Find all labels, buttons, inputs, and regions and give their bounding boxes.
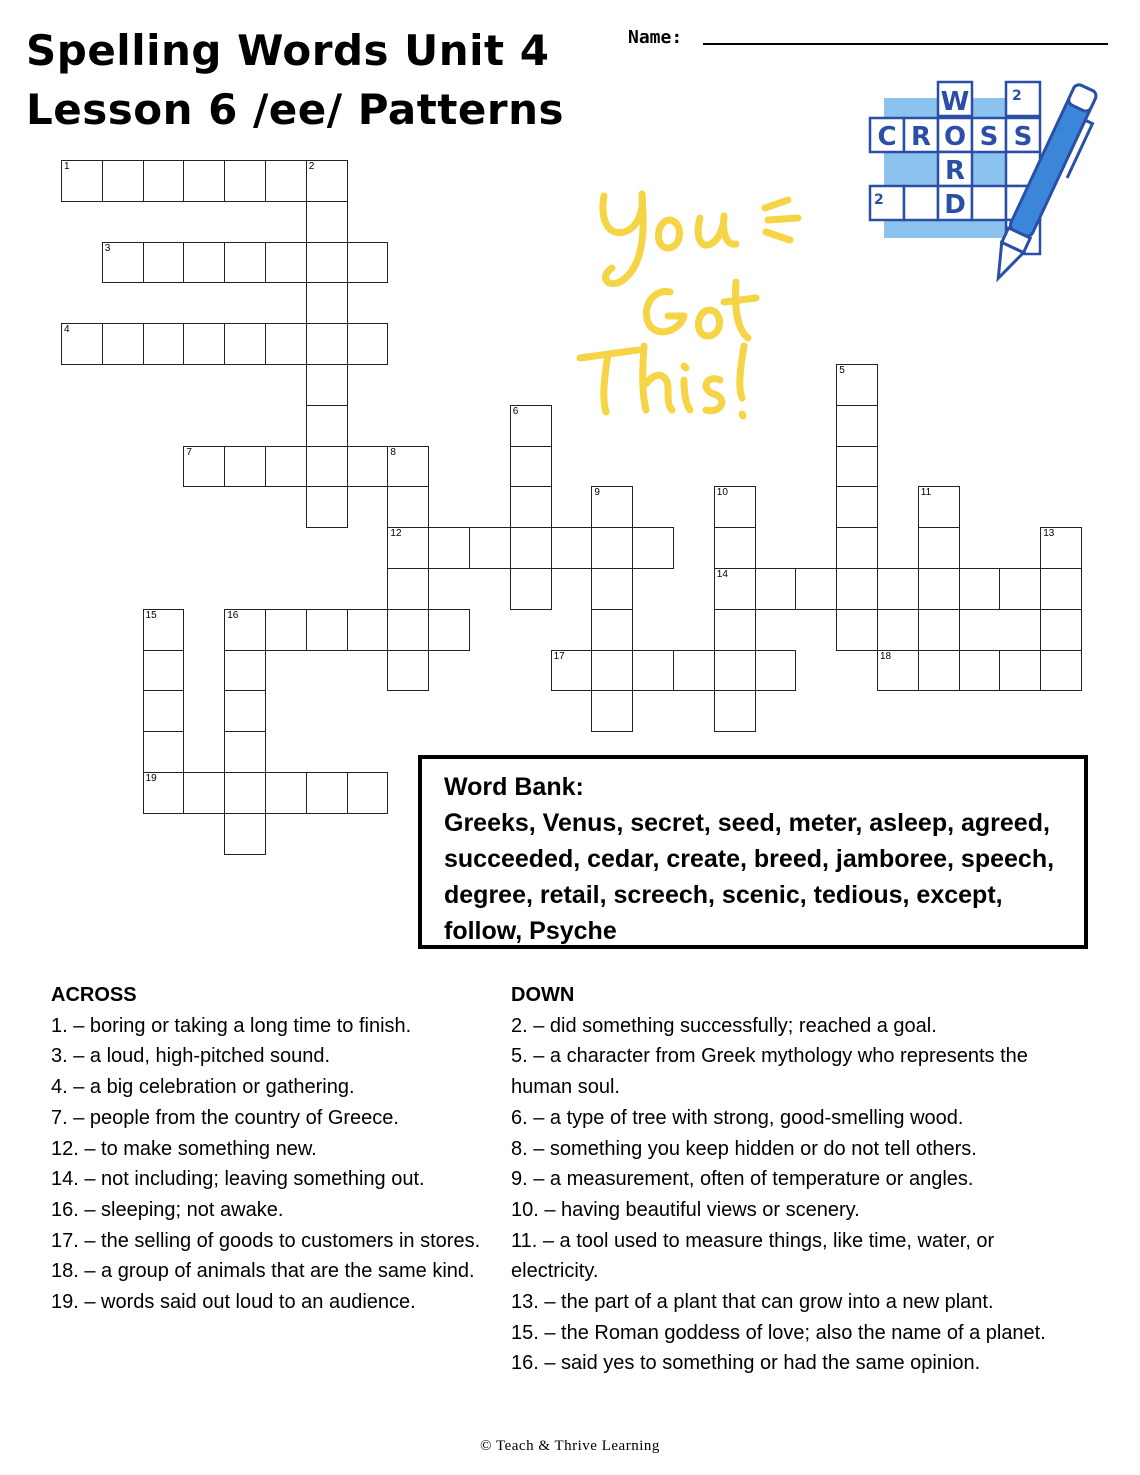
crossword-cell[interactable]	[183, 242, 225, 284]
crossword-cell[interactable]	[836, 486, 878, 528]
crossword-cell[interactable]	[224, 731, 266, 773]
crossword-cell[interactable]	[551, 527, 593, 569]
svg-text:O: O	[943, 122, 967, 152]
crossword-cell[interactable]	[918, 609, 960, 651]
word-bank-heading: Word Bank:	[444, 773, 584, 801]
crossword-cell[interactable]	[224, 323, 266, 365]
clue-across-18: 18. – a group of animals that are the same kind.	[51, 1260, 475, 1283]
clue-down-9: 9. – a measurement, often of temperature or angles.	[511, 1168, 974, 1191]
crossword-cell[interactable]	[143, 650, 185, 692]
clue-number: 12	[390, 528, 402, 540]
down-clues	[511, 980, 1071, 1379]
clue-down-13: 13. – the part of a plant that can grow into a new plant.	[511, 1291, 994, 1314]
crossword-cell[interactable]	[387, 609, 429, 651]
crossword-cell[interactable]	[1040, 568, 1082, 610]
crossword-cell[interactable]	[387, 486, 429, 528]
clue-across-14: 14. – not including; leaving something out.	[51, 1168, 425, 1191]
crossword-cell[interactable]	[265, 609, 307, 651]
crossword-cell[interactable]	[143, 690, 185, 732]
crossword-cell[interactable]	[428, 609, 470, 651]
crossword-cell[interactable]	[959, 650, 1001, 692]
crossword-cell[interactable]	[183, 772, 225, 814]
crossword-cell[interactable]	[795, 568, 837, 610]
clue-across-4: 4. – a big celebration or gathering.	[51, 1076, 355, 1099]
crossword-cell[interactable]	[265, 446, 307, 488]
crossword-cell[interactable]	[306, 282, 348, 324]
crossword-cell[interactable]	[591, 609, 633, 651]
clue-number: 3	[104, 242, 111, 254]
crossword-cell[interactable]	[836, 405, 878, 447]
crossword-cell[interactable]	[224, 772, 266, 814]
clue-across-1: 1. – boring or taking a long time to finish.	[51, 1014, 412, 1037]
clue-down-8: 8. – something you keep hidden or do not tell others.	[511, 1137, 977, 1160]
crossword-cell[interactable]	[591, 690, 633, 732]
clue-number: 10	[716, 487, 728, 499]
crossword-cell[interactable]	[836, 527, 878, 569]
crossword-cell[interactable]	[306, 201, 348, 243]
svg-text:S: S	[1013, 122, 1033, 152]
crossword-cell[interactable]	[306, 772, 348, 814]
crossword-cell[interactable]	[510, 486, 552, 528]
crossword-cell[interactable]	[347, 446, 389, 488]
crossword-cell[interactable]	[306, 405, 348, 447]
crossword-cell[interactable]	[755, 650, 797, 692]
clue-number: 2	[308, 161, 315, 172]
clue-number: 15	[145, 609, 157, 621]
crossword-cell[interactable]	[673, 650, 715, 692]
clue-number: 5	[839, 365, 845, 376]
crossword-cell[interactable]	[306, 486, 348, 528]
clue-number: 16	[227, 609, 239, 621]
crossword-cell[interactable]	[347, 772, 389, 814]
svg-text:R: R	[910, 122, 932, 152]
word-bank-words: Greeks, Venus, secret, seed, meter, asleep, agreed, succeeded, cedar, create, breed, jamboree, speech, degree, retail, screech, scenic, tedious, except, follow, Psyche	[444, 809, 1055, 945]
clue-down-10: 10. – having beautiful views or scenery.	[511, 1198, 860, 1221]
crossword-cell[interactable]	[224, 690, 266, 732]
crossword-cell[interactable]	[877, 568, 919, 610]
crossword-cell[interactable]	[387, 568, 429, 610]
crossword-cell[interactable]	[836, 609, 878, 651]
clue-down-15: 15. – the Roman goddess of love; also the name of a planet.	[511, 1321, 1046, 1344]
crossword-cell[interactable]	[347, 323, 389, 365]
page-title-line-2: Lesson 6 /ee/ Patterns	[26, 85, 564, 134]
page-title-line-1: Spelling Words Unit 4	[26, 26, 550, 75]
crossword-cell[interactable]	[1040, 609, 1082, 651]
clue-down-5: 5. – a character from Greek mythology who represents the human soul.	[511, 1045, 1028, 1099]
crossword-cell[interactable]	[959, 568, 1001, 610]
crossword-cell[interactable]	[1040, 650, 1082, 692]
copyright-footer: © Teach & Thrive Learning	[480, 1438, 660, 1454]
crossword-cell[interactable]	[918, 650, 960, 692]
word-bank	[418, 755, 1088, 949]
crossword-cell[interactable]	[510, 568, 552, 610]
crossword-cell[interactable]	[224, 446, 266, 488]
down-heading: DOWN	[511, 984, 575, 1006]
crossword-cell[interactable]	[265, 323, 307, 365]
svg-text:R: R	[944, 156, 966, 186]
crossword-cell[interactable]	[102, 160, 144, 202]
clue-across-19: 19. – words said out loud to an audience.	[51, 1291, 416, 1314]
crossword-cell[interactable]	[306, 364, 348, 406]
crossword-cell[interactable]	[183, 323, 225, 365]
crossword-cell[interactable]	[143, 242, 185, 284]
crossword-cell[interactable]	[999, 650, 1041, 692]
clue-number: 4	[64, 324, 70, 336]
you-got-this-lettering	[560, 170, 820, 440]
clue-number: 1	[64, 161, 70, 172]
crossword-cell[interactable]	[183, 160, 225, 202]
crossword-cell[interactable]	[918, 527, 960, 569]
crossword-cell[interactable]	[224, 242, 266, 284]
crossword-cell[interactable]	[265, 772, 307, 814]
crossword-cell[interactable]	[714, 609, 756, 651]
crossword-cell[interactable]	[306, 323, 348, 365]
clue-across-12: 12. – to make something new.	[51, 1137, 317, 1160]
crossword-cell[interactable]	[999, 568, 1041, 610]
clue-number: 19	[145, 773, 157, 784]
crossword-cell[interactable]	[591, 568, 633, 610]
clue-number: 11	[920, 487, 932, 499]
clue-across-17: 17. – the selling of goods to customers in stores.	[51, 1229, 481, 1252]
clue-down-16: 16. – said yes to something or had the same opinion.	[511, 1352, 981, 1375]
crossword-cell[interactable]	[347, 609, 389, 651]
crossword-cell[interactable]	[143, 160, 185, 202]
crossword-cell[interactable]	[755, 568, 797, 610]
svg-text:D: D	[944, 190, 966, 220]
crossword-cell[interactable]	[714, 527, 756, 569]
crossword-cell[interactable]	[265, 242, 307, 284]
svg-text:W: W	[940, 87, 970, 117]
crossword-cell[interactable]	[428, 527, 470, 569]
crossword-cell[interactable]	[102, 323, 144, 365]
svg-text:2: 2	[1012, 88, 1022, 104]
crossword-cell[interactable]	[510, 527, 552, 569]
crossword-cell[interactable]	[469, 527, 511, 569]
across-clues	[51, 980, 481, 1318]
clue-down-11: 11. – a tool used to measure things, like time, water, or electricity.	[511, 1229, 995, 1283]
across-heading: ACROSS	[51, 984, 137, 1006]
name-label: Name:	[628, 27, 683, 48]
clue-down-6: 6. – a type of tree with strong, good-smelling wood.	[511, 1106, 964, 1129]
crossword-cell[interactable]	[143, 323, 185, 365]
crossword-cell[interactable]	[306, 446, 348, 488]
crossword-cell[interactable]	[714, 690, 756, 732]
svg-text:S: S	[979, 122, 999, 152]
clue-number: 17	[553, 650, 565, 662]
clue-number: 14	[716, 569, 728, 580]
clue-number: 13	[1043, 528, 1055, 540]
clue-number: 6	[512, 405, 519, 417]
clue-across-16: 16. – sleeping; not awake.	[51, 1198, 284, 1221]
crossword-cell[interactable]	[510, 446, 552, 488]
crossword-cell[interactable]	[714, 650, 756, 692]
crossword-cell[interactable]	[306, 242, 348, 284]
svg-text:C: C	[877, 122, 897, 152]
crossword-cell[interactable]	[224, 160, 266, 202]
crossword-cell[interactable]	[632, 650, 674, 692]
svg-text:2: 2	[874, 192, 884, 208]
crossword-cell[interactable]	[387, 650, 429, 692]
crossword-logo	[862, 78, 1114, 306]
crossword-cell[interactable]	[836, 446, 878, 488]
clue-across-3: 3. – a loud, high-pitched sound.	[51, 1045, 331, 1068]
crossword-cell[interactable]	[591, 650, 633, 692]
crossword-cell[interactable]	[836, 568, 878, 610]
crossword-cell[interactable]	[143, 731, 185, 773]
clue-down-2: 2. – did something successfully; reached a goal.	[511, 1014, 937, 1037]
crossword-cell[interactable]	[918, 568, 960, 610]
clue-number: 18	[880, 650, 892, 662]
crossword-cell[interactable]	[224, 813, 266, 855]
clue-number: 9	[594, 487, 600, 499]
crossword-cell[interactable]	[265, 160, 307, 202]
crossword-cell[interactable]	[224, 650, 266, 692]
crossword-cell[interactable]	[306, 609, 348, 651]
clue-across-7: 7. – people from the country of Greece.	[51, 1106, 399, 1129]
crossword-cell[interactable]	[632, 527, 674, 569]
clue-number: 7	[186, 446, 192, 458]
clue-number: 8	[390, 446, 396, 458]
crossword-cell[interactable]	[591, 527, 633, 569]
crossword-cell[interactable]	[347, 242, 389, 284]
